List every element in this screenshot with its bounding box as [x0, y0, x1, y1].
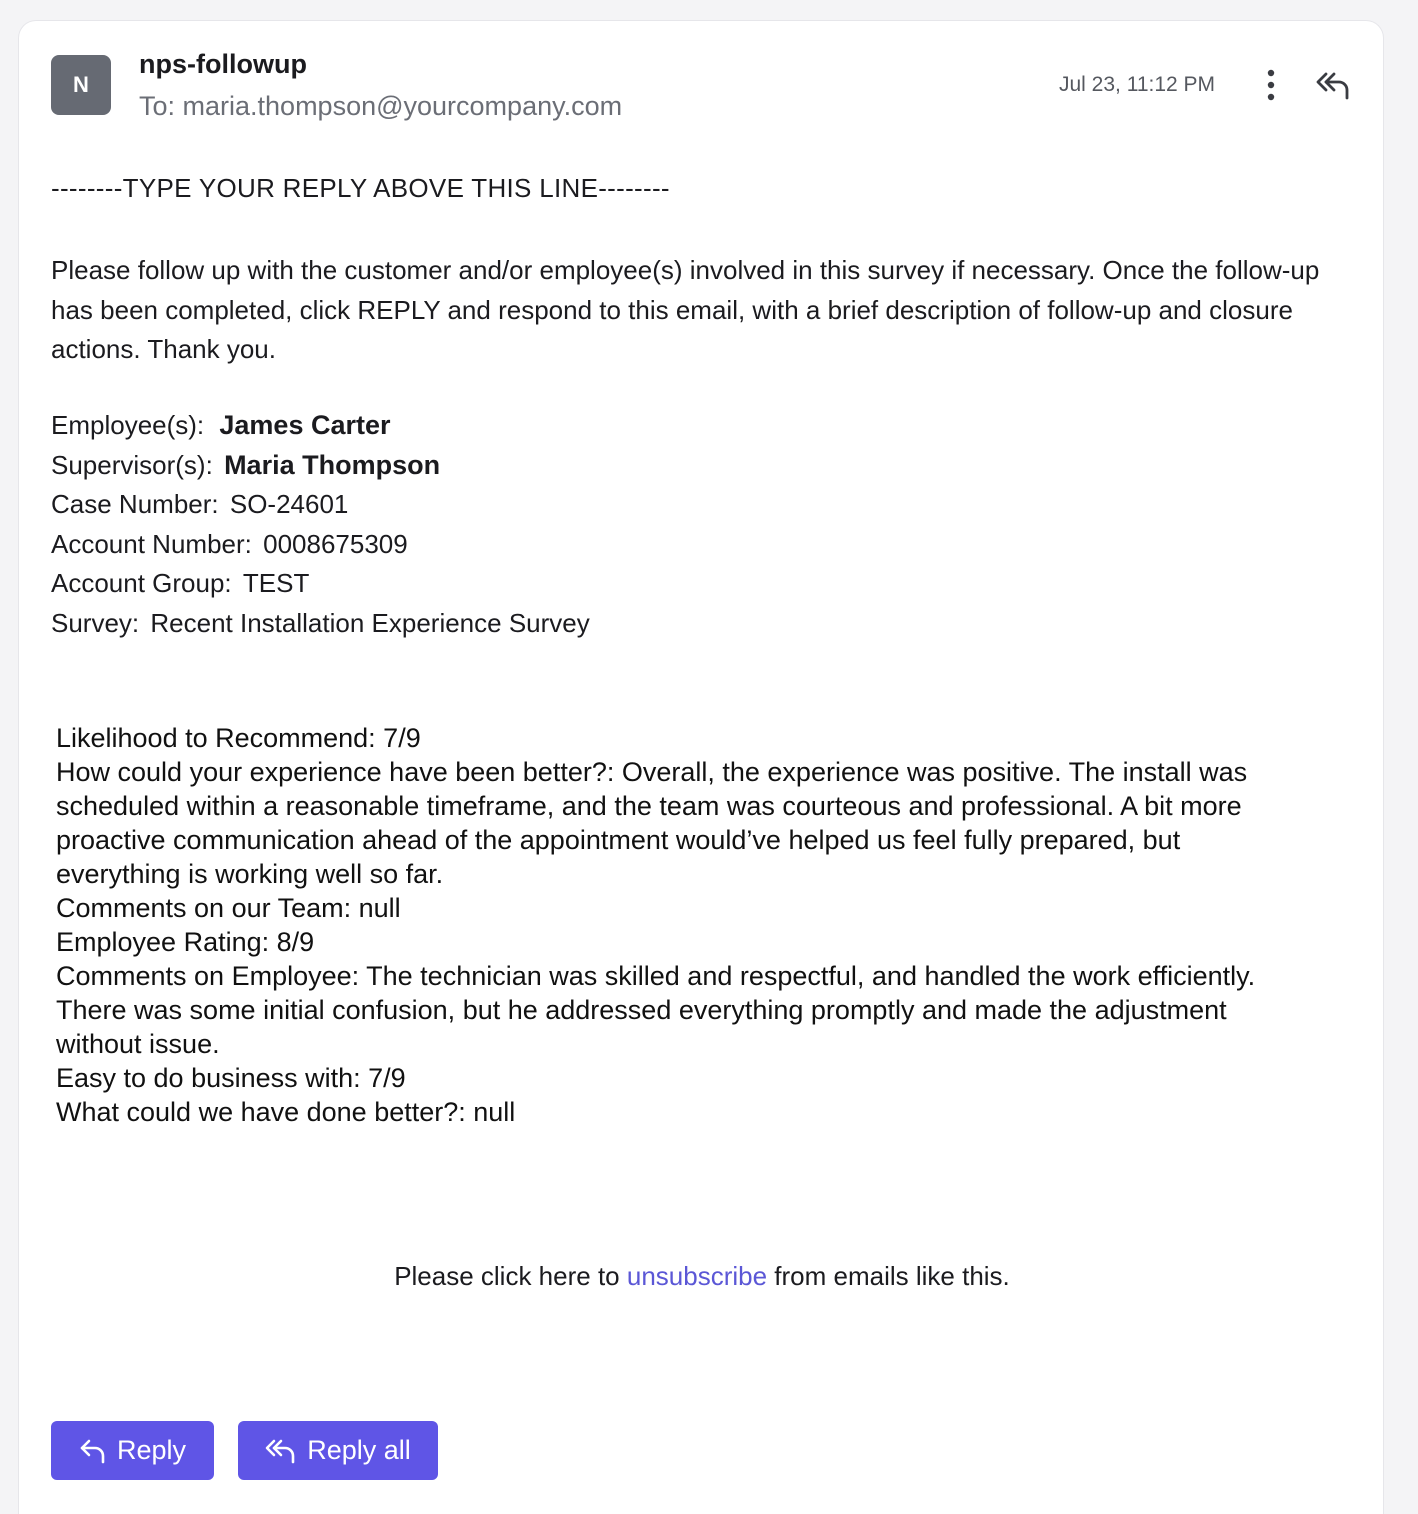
employee-row — [51, 406, 590, 446]
reply-icon — [79, 1438, 107, 1464]
unsubscribe-suffix: from emails like this. — [767, 1261, 1010, 1291]
supervisor-label: Supervisor(s): — [51, 449, 213, 480]
email-card — [18, 20, 1384, 1514]
employee-comments-line: Comments on Employee: The technician was skilled and respectful, and handled the work efficiently. There was some initial confusion, but he addressed everything promptly and made the adjustment without issue. — [56, 961, 1256, 1059]
done-better-line: What could we have done better?: null — [56, 1097, 516, 1127]
account-group-label: Account Group: — [51, 568, 232, 598]
team-comments-line: Comments on our Team: null — [56, 893, 401, 923]
account-group-value: TEST — [242, 568, 310, 598]
unsubscribe-notice — [19, 1261, 1385, 1292]
account-number-value: 0008675309 — [263, 528, 408, 559]
sender-name: nps-followup — [139, 49, 307, 79]
more-options-button[interactable] — [1253, 67, 1289, 103]
case-number-label: Case Number: — [51, 489, 219, 519]
survey-value: Recent Installation Experience Survey — [150, 607, 590, 638]
intro-paragraph: Please follow up with the customer and/or employee(s) involved in this survey if necessary. Once the follow-up has been completed, click REPLY and respond to this email, with a brief description of follow-up and closure actions. Thank you. — [51, 255, 1320, 364]
survey-row — [51, 604, 590, 644]
case-number-value: SO-24601 — [229, 489, 349, 519]
employee-label: Employee(s): — [51, 410, 205, 440]
unsubscribe-link[interactable]: unsubscribe — [626, 1261, 768, 1291]
reply-button-label: Reply — [116, 1435, 187, 1465]
survey-results — [56, 721, 1306, 1129]
reply-separator: --------TYPE YOUR REPLY ABOVE THIS LINE-------- — [51, 173, 670, 203]
case-details — [51, 406, 590, 643]
email-date: Jul 23, 11:12 PM — [1059, 73, 1216, 96]
survey-label: Survey: — [51, 607, 140, 638]
recipient-line: To: maria.thompson@yourcompany.com — [139, 91, 623, 121]
unsubscribe-prefix: Please click here to — [394, 1261, 627, 1291]
likelihood-line: Likelihood to Recommend: 7/9 — [56, 723, 421, 753]
supervisor-row — [51, 446, 590, 486]
reply-all-button[interactable] — [238, 1421, 438, 1480]
reply-all-button-label: Reply all — [307, 1435, 411, 1465]
avatar-initial: N — [73, 72, 89, 97]
case-number-row — [51, 485, 590, 525]
employee-value: James Carter — [219, 410, 391, 440]
employee-rating-line: Employee Rating: 8/9 — [56, 927, 315, 957]
account-group-row — [51, 564, 590, 604]
reply-all-icon — [265, 1438, 297, 1464]
ease-line: Easy to do business with: 7/9 — [56, 1063, 406, 1093]
account-number-label: Account Number: — [51, 528, 252, 559]
better-experience-line: How could your experience have been better?: Overall, the experience was positive. The install was scheduled within a reasonable timeframe, and the team was courteous and professional. A bit more proactive communication ahead of the appointment would’ve helped us feel fully prepared, but everything is working well so far. — [56, 757, 1248, 889]
account-number-row — [51, 525, 590, 565]
reply-all-icon — [1315, 69, 1351, 101]
supervisor-value: Maria Thompson — [224, 449, 441, 480]
reply-all-header-button[interactable] — [1313, 65, 1353, 105]
reply-button[interactable] — [51, 1421, 214, 1480]
more-vertical-icon — [1267, 69, 1275, 101]
sender-avatar — [51, 55, 111, 115]
